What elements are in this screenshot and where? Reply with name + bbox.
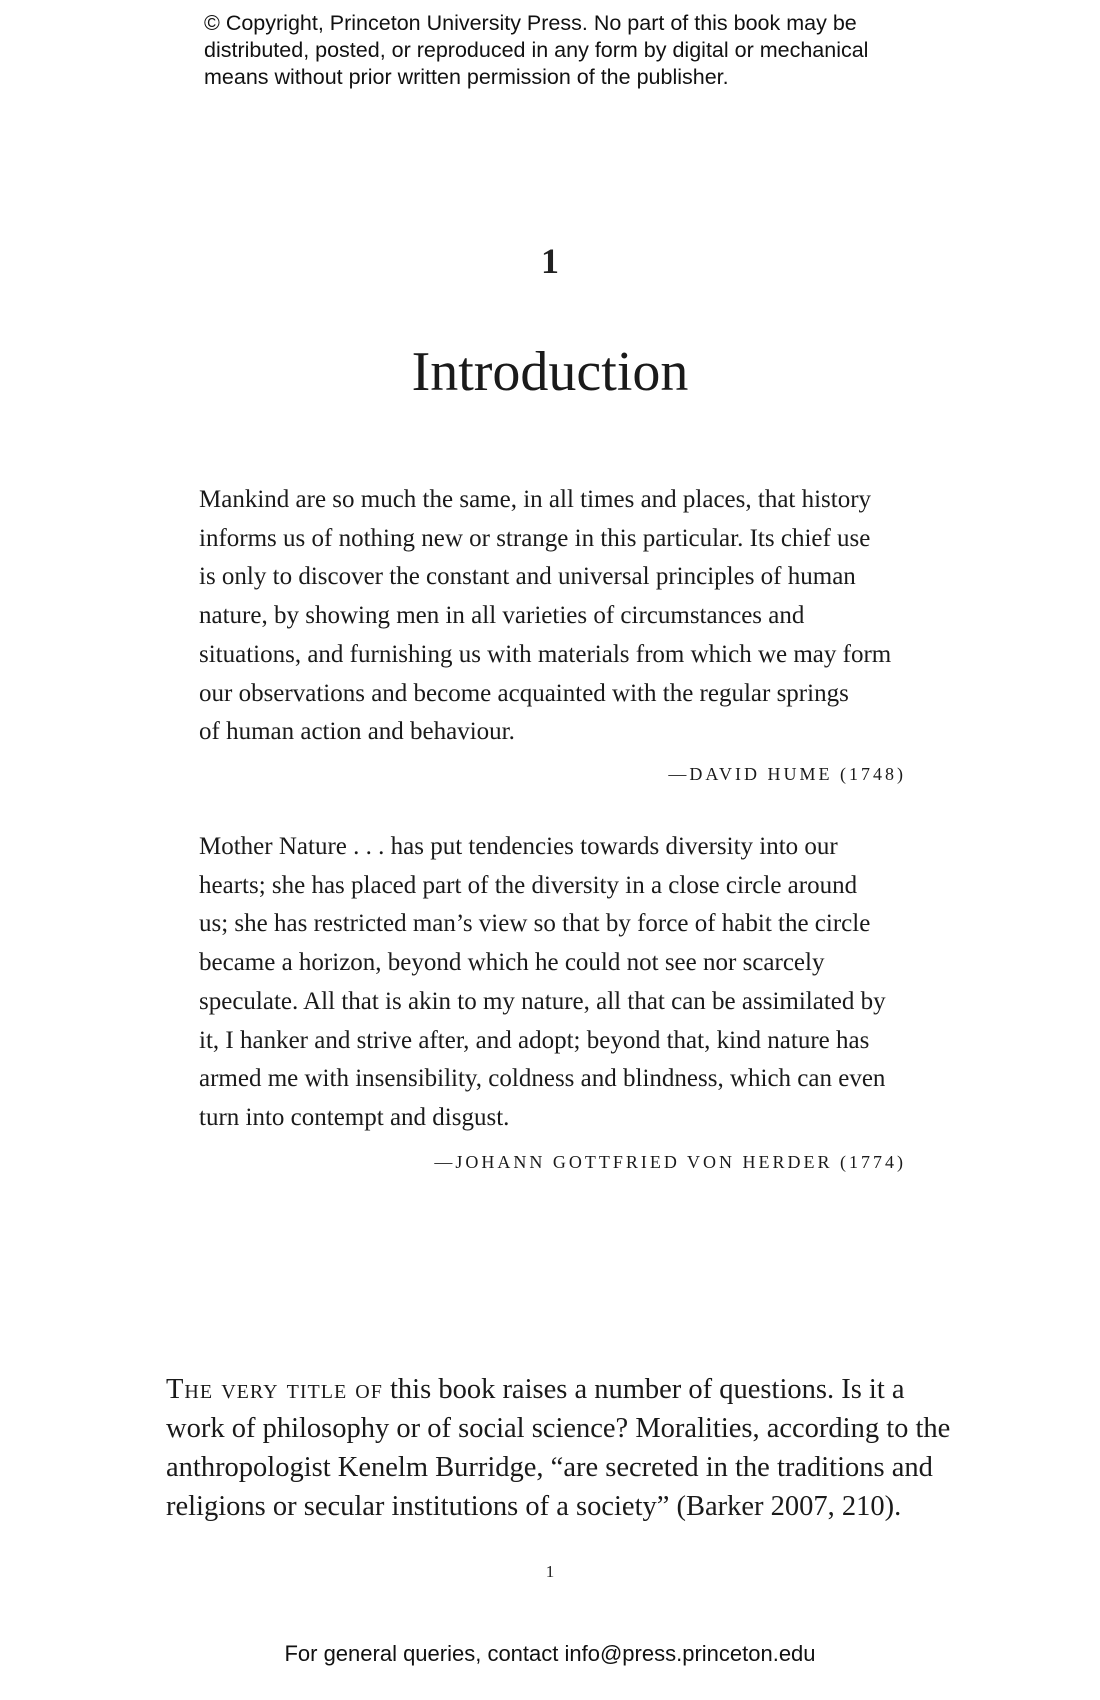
opening-line: religions or secular institutions of a society” (Barker 2007, 210). <box>166 1491 902 1522</box>
epigraph-line: turn into contempt and disgust. <box>199 1103 510 1131</box>
chapter-title: Introduction <box>411 341 689 403</box>
epigraph-line: situations, and furnishing us with materials from which we may form <box>199 640 892 668</box>
epigraph-line: Mankind are so much the same, in all times and places, that history <box>199 486 872 513</box>
copyright-line: distributed, posted, or reproduced in any form by digital or mechanical <box>204 38 869 62</box>
epigraph-line: informs us of nothing new or strange in this particular. Its chief use <box>199 524 871 552</box>
opening-first-line <box>166 1370 946 1409</box>
epigraph-line: Mother Nature . . . has put tendencies towards diversity into our <box>199 833 838 860</box>
epigraph-line: it, I hanker and strive after, and adopt; beyond that, kind nature has <box>199 1026 870 1054</box>
copyright-notice <box>204 10 924 91</box>
epigraph-line: hearts; she has placed part of the diversity in a close circle around <box>199 871 858 899</box>
epigraph-line: us; she has restricted man’s view so that by force of habit the circle <box>199 910 871 938</box>
epigraph-line: of human action and behaviour. <box>199 718 515 746</box>
epigraph-line: became a horizon, beyond which he could not see nor scarcely <box>199 949 825 977</box>
epigraph-line: nature, by showing men in all varieties of circumstances and <box>199 602 805 630</box>
opening-lead-in: The very title of <box>166 1374 383 1405</box>
opening-line: anthropologist Kenelm Burridge, “are secreted in the traditions and <box>166 1452 933 1483</box>
epigraph-attribution-hume: —DAVID HUME (1748) <box>668 764 906 784</box>
epigraph-line: speculate. All that is akin to my nature, all that can be assimilated by <box>199 987 886 1015</box>
copyright-line: © Copyright, Princeton University Press. No part of this book may be <box>204 11 857 35</box>
footer-contact: For general queries, contact info@press.princeton.edu <box>284 1641 816 1666</box>
epigraph-hume <box>199 481 919 752</box>
epigraph-herder <box>199 828 919 1138</box>
opening-paragraph <box>166 1370 951 1526</box>
epigraph-line: is only to discover the constant and universal principles of human <box>199 563 856 591</box>
epigraph-line: our observations and become acquainted with the regular springs <box>199 679 849 707</box>
epigraph-attribution-herder: —JOHANN GOTTFRIED VON HERDER (1774) <box>434 1152 906 1172</box>
chapter-number: 1 <box>541 241 559 281</box>
epigraph-line: armed me with insensibility, coldness and blindness, which can even <box>199 1065 886 1093</box>
copyright-line: means without prior written permission of the publisher. <box>204 65 729 89</box>
opening-line: work of philosophy or of social science? Moralities, according to the <box>166 1413 951 1444</box>
opening-first-line-text: this book raises a number of questions. Is it a <box>382 1374 905 1405</box>
page-number: 1 <box>545 1562 555 1581</box>
